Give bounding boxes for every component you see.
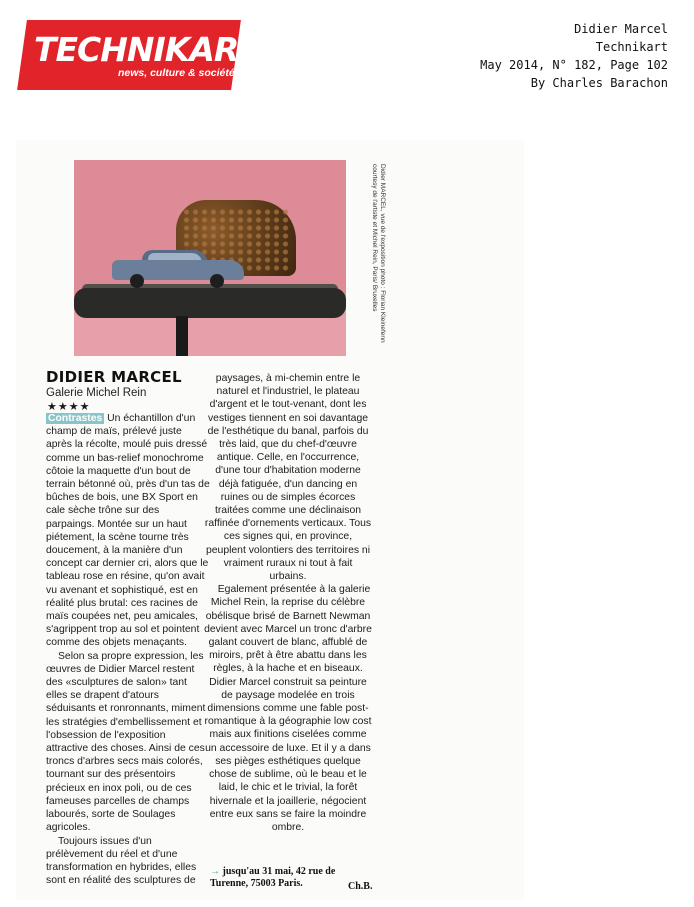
pedestal	[176, 316, 188, 356]
logo-tagline: news, culture & société	[118, 67, 235, 79]
rating-stars: ★★★★	[47, 401, 91, 413]
article-title: DIDIER MARCEL	[46, 368, 182, 386]
car-wheel-rear	[210, 274, 224, 288]
article-column-2	[204, 372, 372, 834]
author-signature: Ch.B.	[348, 881, 373, 892]
article-column-1	[46, 412, 210, 887]
paragraph-1-text: Un échantillon d'un champ de maïs, prélevé juste après la récolte, moulé puis dressé comme un bas-relief monochrome côtoie la maquette d'un bout de terrain bétonné où, près d'un tas de bûches de bois, une BX Sport en cale sèche trône sur des parpaings. Montée sur un haut piétement, la scène tourne très doucement, à la manière d'un concept car dernier cri, alors que le tableau rose en résine, qu'on avait vu avenant et sophistiqué, est en réalité plus brutal: ces racines de maïs coupées net, peu amicales, s'agrippent trop au sol et pointent comme des objets menaçants.	[46, 413, 210, 649]
paragraph-2: Selon sa propre expression, les œuvres de Didier Marcel restent des «sculptures de salon» tant elles se drapent d'atours séduisants et ronronnants, miment les stratégies d'embellissement et l'obsession de l'exposition attractive des choses. Ainsi de ces troncs d'arbres secs mais colorés, tournant sur des présentoirs précieux en inox poli, ou de ces fameuses parcelles de champs labourés, sorte de Soulages agricoles.	[46, 650, 206, 834]
arrow-icon: →	[210, 866, 220, 877]
press-clipping	[16, 140, 524, 900]
paragraph-4: paysages, à mi-chemin entre le naturel et l'industriel, le plateau d'argent et le tout-venant, dont les vestiges tiennent en soi davantage de l'esthétique du banal, parfois du très laid, que du chef-d'œuvre antique. Celle, en l'occurrence, d'une tour d'habitation moderne déjà fatiguée, d'un dancing en ruines ou de simples écorces traitées comme une déclinaison raffinée d'ornements verticaux. Tous ces signes qui, en province, peuplent volontiers des territoires ni vraiment ruraux ni tout à fait urbains.	[204, 373, 372, 583]
meta-byline: By Charles Barachon	[530, 76, 668, 90]
meta-issue: May 2014, N° 182, Page 102	[480, 58, 668, 72]
logo-text: TECHNIKART	[34, 30, 259, 69]
paragraph-3: Toujours issues d'un prélèvement du réel et d'une transformation en hybrides, elles sont en réalité des sculptures de	[46, 835, 197, 887]
paragraph-5: Egalement présentée à la galerie Michel Rein, la reprise du célèbre obélisque brisé de Barnett Newman devient avec Marcel un tronc d'arbre galant couvert de blanc, affublé de miroirs, prêt à être abattu dans les règles, à la hache et en biseaux. Didier Marcel construit sa peinture de paysage modelée en trois dimensions comme une fable post-romantique à la géographie low cost mais aux finitions ciselées comme un accessoire de luxe. Et il y a dans ses pièges esthétiques quelque chose de sublime, où le beau et le laid, le chic et le trivial, la forêt hivernale et la joaillerie, négocient entre eux sans se faire la moindre ombre.	[204, 584, 372, 833]
paragraph-1	[46, 412, 210, 650]
category-tag: Contrastes	[48, 413, 103, 424]
photo-caption	[352, 164, 386, 354]
exhibition-info	[210, 866, 373, 892]
exhibition-dates-address: jusqu'au 31 mai, 42 rue de Turenne, 75003 Paris.	[210, 866, 336, 889]
meta-artist: Didier Marcel	[574, 22, 668, 36]
article-gallery: Galerie Michel Rein	[46, 387, 147, 399]
artwork-photo	[74, 160, 346, 356]
meta-publication: Technikart	[595, 40, 668, 54]
model-car	[112, 250, 244, 284]
article-meta	[480, 20, 668, 92]
technikart-logo	[22, 20, 259, 90]
photo-caption-text: Didier MARCEL, vue de l'exposition photo : Florian Kleinefenn courtesy de l'artiste et Michel Rein, Paris/ Bruxelles	[371, 164, 386, 343]
concrete-slab	[74, 288, 346, 318]
car-wheel-front	[130, 274, 144, 288]
